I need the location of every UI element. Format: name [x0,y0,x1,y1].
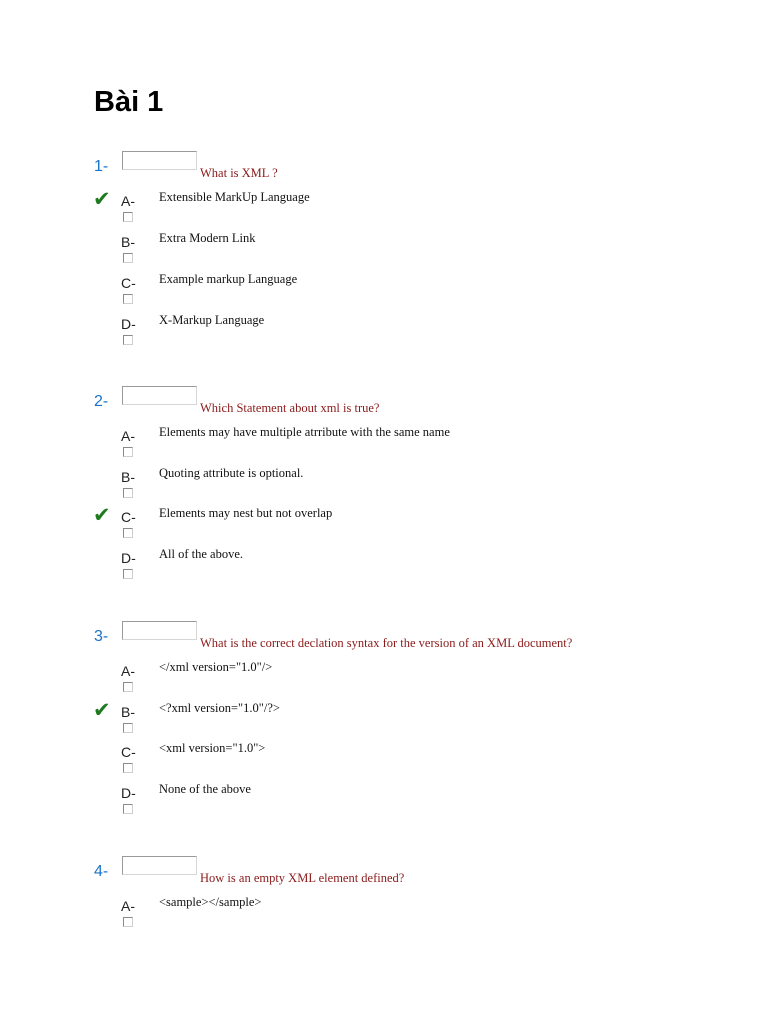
option-c [0,503,768,549]
option-checkbox[interactable] [123,253,133,263]
question-text: Which Statement about xml is true? [200,401,380,415]
option-letter: A- [121,898,135,914]
question-number: 4- [94,863,109,880]
option-checkbox[interactable] [123,447,133,457]
answer-input[interactable] [122,856,197,875]
question-text: What is the correct declation syntax for the version of an XML document? [200,636,573,650]
checkmark-icon: ✔ [93,698,111,722]
checkmark-icon: ✔ [93,187,111,211]
option-text: X-Markup Language [159,313,265,327]
question-number: 3- [94,628,109,645]
option-a [0,660,768,703]
option-b [0,466,768,509]
option-checkbox[interactable] [123,569,133,579]
option-text: Example markup Language [159,272,298,286]
option-checkbox[interactable] [123,488,133,498]
option-letter: A- [121,193,135,209]
option-letter: C- [121,275,136,291]
option-a [0,895,768,938]
option-c [0,272,768,315]
option-text: <?xml version="1.0"/?> [159,701,280,715]
option-letter: D- [121,550,136,566]
option-checkbox[interactable] [123,335,133,345]
option-letter: D- [121,785,136,801]
option-d [0,547,768,590]
checkmark-icon: ✔ [93,503,111,527]
answer-input[interactable] [122,151,197,170]
page-title: Bài 1 [94,86,164,118]
option-text: <xml version="1.0"> [159,741,266,755]
option-checkbox[interactable] [123,528,133,538]
question-number: 1- [94,158,109,175]
option-text: Extra Modern Link [159,231,256,245]
option-checkbox[interactable] [123,212,133,222]
option-text: Quoting attribute is optional. [159,466,304,480]
answer-input[interactable] [122,386,197,405]
option-text: Extensible MarkUp Language [159,190,310,204]
option-letter: B- [121,469,135,485]
option-letter: A- [121,428,135,444]
option-checkbox[interactable] [123,682,133,692]
option-letter: A- [121,663,135,679]
option-d [0,782,768,825]
option-letter: D- [121,316,136,332]
option-letter: B- [121,704,135,720]
option-text: All of the above. [159,547,244,561]
option-c [0,741,768,784]
option-checkbox[interactable] [123,804,133,814]
option-d [0,313,768,356]
question-number: 2- [94,393,109,410]
option-letter: C- [121,744,136,760]
option-a [0,187,768,233]
option-letter: C- [121,509,136,525]
option-b [0,698,768,744]
option-a [0,425,768,468]
option-checkbox[interactable] [123,723,133,733]
option-text: Elements may have multiple atrribute with the same name [159,425,450,439]
option-checkbox[interactable] [123,763,133,773]
option-text: </xml version="1.0"/> [159,660,273,674]
option-b [0,231,768,274]
option-checkbox[interactable] [123,294,133,304]
option-checkbox[interactable] [123,917,133,927]
option-letter: B- [121,234,135,250]
option-text: Elements may nest but not overlap [159,506,333,520]
question-text: What is XML ? [200,166,278,180]
option-text: <sample></sample> [159,895,262,909]
question-text: How is an empty XML element defined? [200,871,405,885]
option-text: None of the above [159,782,251,796]
answer-input[interactable] [122,621,197,640]
